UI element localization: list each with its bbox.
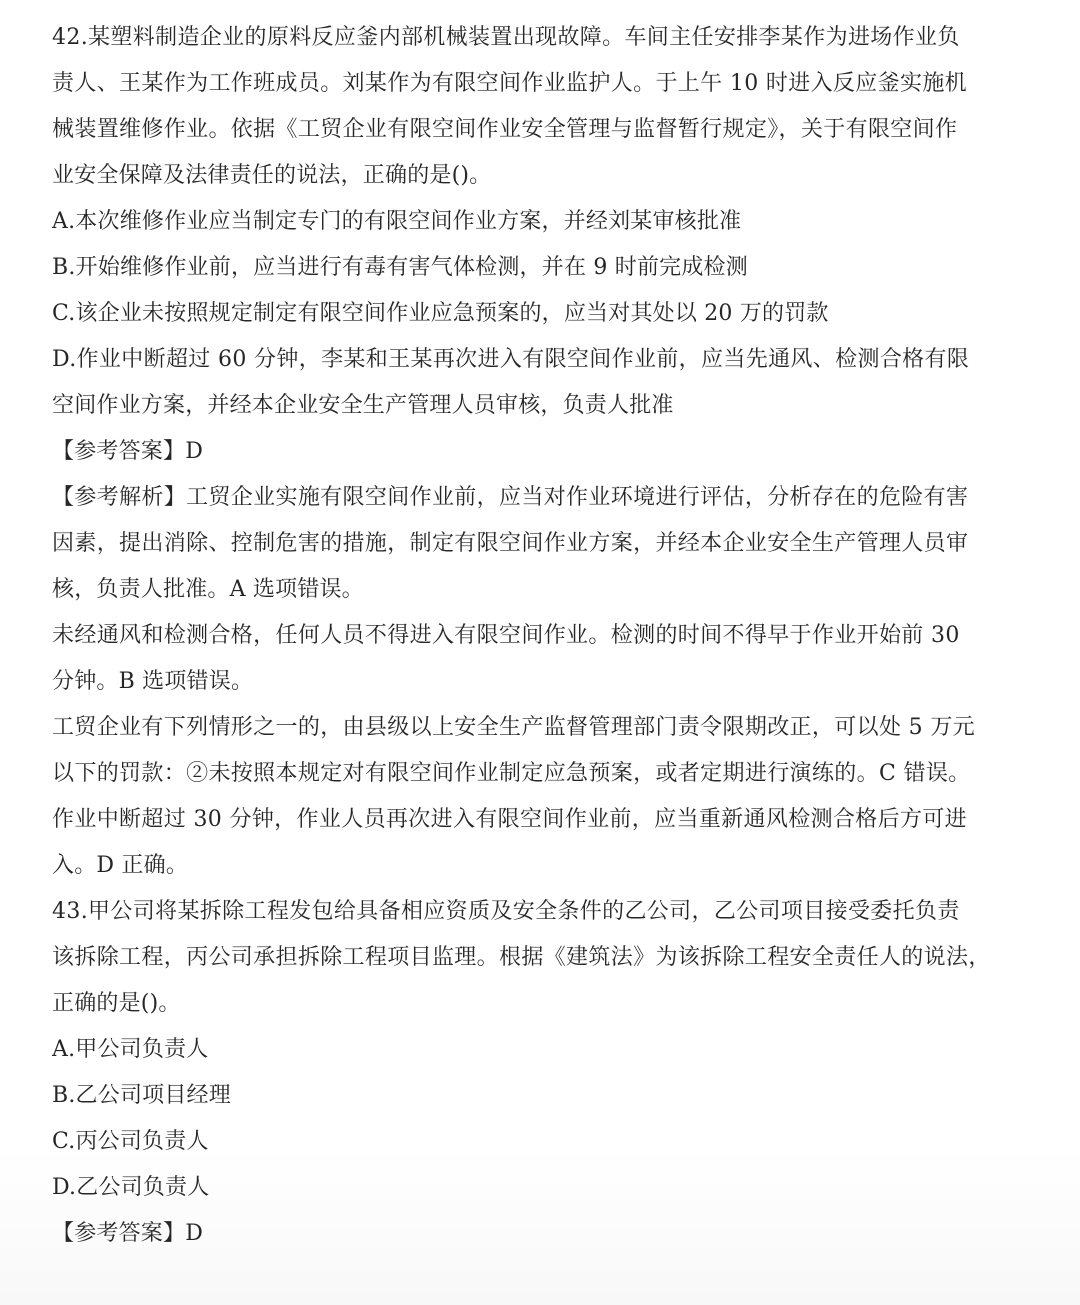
q43-option-a: A.甲公司负责人 (52, 1037, 209, 1062)
q42-answer: 【参考答案】D (52, 439, 204, 464)
q43-option-b: B.乙公司项目经理 (52, 1083, 231, 1108)
q42-stem-line: 械装置维修作业。依据《工贸企业有限空间作业安全管理与监督暂行规定》，关于有限空间作 (52, 117, 958, 142)
q43-stem-line: 该拆除工程，丙公司承担拆除工程项目监理。根据《建筑法》为该拆除工程安全责任人的说法， (52, 945, 991, 970)
q43-option-c: C.丙公司负责人 (52, 1129, 209, 1154)
document-text (52, 15, 1014, 1257)
q42-analysis-line: 因素，提出消除、控制危害的措施，制定有限空间作业方案，并经本企业安全生产管理人员审 (52, 531, 969, 556)
q42-analysis-line: 工贸企业有下列情形之一的，由县级以上安全生产监督管理部门责令限期改正，可以处 5 万元 (52, 715, 976, 740)
q43-option-d: D.乙公司负责人 (52, 1175, 210, 1200)
q42-analysis-line: 【参考解析】工贸企业实施有限空间作业前，应当对作业环境进行评估，分析存在的危险有害 (52, 485, 969, 510)
q42-analysis-line: 入。D 正确。 (52, 853, 189, 878)
q42-option-d-continued: 空间作业方案，并经本企业安全生产管理人员审核，负责人批准 (52, 393, 674, 418)
q42-option-c: C.该企业未按照规定制定有限空间作业应急预案的，应当对其处以 20 万的罚款 (52, 301, 829, 326)
q42-analysis-line: 分钟。B 选项错误。 (52, 669, 254, 694)
q43-answer: 【参考答案】D (52, 1221, 204, 1246)
q43-stem-line: 正确的是()。 (52, 991, 181, 1016)
q42-analysis-line: 以下的罚款：②未按照本规定对有限空间作业制定应急预案，或者定期进行演练的。C 错误。 (52, 761, 971, 786)
q42-option-d: D.作业中断超过 60 分钟，李某和王某再次进入有限空间作业前，应当先通风、检测合格有限 (52, 347, 970, 372)
q42-option-b: B.开始维修作业前，应当进行有毒有害气体检测，并在 9 时前完成检测 (52, 255, 748, 280)
q43-stem-line: 43.甲公司将某拆除工程发包给具备相应资质及安全条件的乙公司，乙公司项目接受委托负责 (52, 899, 960, 924)
q42-analysis-line: 作业中断超过 30 分钟，作业人员再次进入有限空间作业前，应当重新通风检测合格后方可进 (52, 807, 968, 832)
q42-analysis-line: 未经通风和检测合格，任何人员不得进入有限空间作业。检测的时间不得早于作业开始前 30 (52, 623, 960, 648)
q42-analysis-line: 核，负责人批准。A 选项错误。 (52, 577, 364, 602)
q42-stem-line: 42.某塑料制造企业的原料反应釜内部机械装置出现故障。车间主任安排李某作为进场作业负 (52, 25, 960, 50)
q42-stem-line: 责人、王某作为工作班成员。刘某作为有限空间作业监护人。于上午 10 时进入反应釜实施机 (52, 71, 968, 96)
q42-stem-line: 业安全保障及法律责任的说法，正确的是()。 (52, 163, 492, 188)
q42-option-a: A.本次维修作业应当制定专门的有限空间作业方案，并经刘某审核批准 (52, 209, 742, 234)
